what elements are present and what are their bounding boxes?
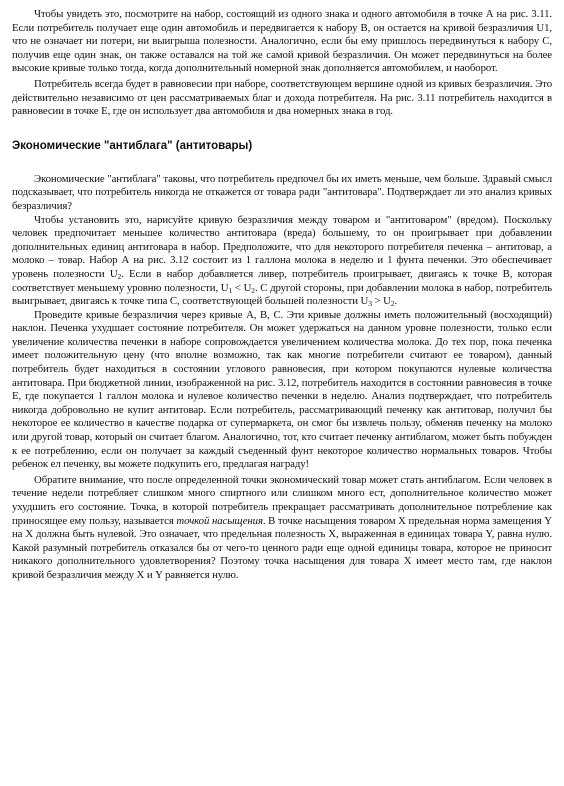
subscript: 1 [228, 285, 233, 295]
text-run: . В точке насыщения товаром X предельная норма замещения Y на X должна быть нулевой. Это означает, что предельная полезность X, выраженная в единицах товара Y, равна нулю. Какой разумный потребитель отказался бы от чего-то ценного ради еще одной единицы товара, которое не приносит никакого дополнительного удовлетворения? Поэтому точка насыщения для товара X имеет место там, где наклон кривой безразличия между X и Y равняется нулю. [12, 514, 552, 581]
text-run: < U [232, 281, 252, 294]
text-run: . [394, 295, 398, 308]
subscript: 2 [251, 285, 255, 295]
text-run: Обратите внимание, что после определенной точки экономический товар может стать антиблагом. Если человек в течение недели потребляет слишком много спиртного или слишком много ест, дополнительное количество может ухудшить его состояние. Точка, в которой потребитель прекращает рассматривать дополнительное потребление как приносящее ему пользу, называется [12, 473, 552, 527]
text-run: > U [371, 295, 391, 308]
paragraph-liver-milk [12, 214, 552, 309]
paragraph-satiation-point [12, 474, 552, 583]
subscript: 2 [390, 299, 395, 309]
subscript: 2 [117, 271, 122, 281]
subscript: 3 [368, 299, 372, 309]
text-run: . Если в набор добавляется ливер, потребитель проигрывает, двигаясь к точке В, которая соответствует меньшему уровню полезности, U [12, 267, 553, 294]
paragraph-indifference-curves: Проведите кривые безразличия через кривые А, В, С. Эти кривые должны иметь положительный (восходящий) наклон. Печенка ухудшает состояние потребителя. Он может удержаться на данном уровне полезности, только если увеличение количества печенки в наборе сопровождается увеличением количества молока. До тех пор, пока печенка имеет положительную цену (что вполне возможно, так как многие потребители считают ее товаром), данный потребитель будет находиться в состоянии углового равновесия, при котором покупаются нулевые количества антитовара. При бюджетной линии, изображенной на рис. 3.12, потребитель находится в состоянии равновесия в точке Е, где покупается 1 галлон молока и нулевое количество печенки в неделю. Анализ подтверждает, что потребитель никогда добровольно не купит антитовар. Если потребитель, рассматривающий печенку как антитовар, получил бы некоторое ее количество в качестве подарка от супермаркета, он смог бы извлечь пользу, обменяв печенку на молоко или другой товар, который он считает благом. Аналогично, тот, кто считает печенку антиблагом, может быть побужден к ее потреблению, если он получает за каждый съеденный фунт некоторое количество нормальных товаров. Чтобы ребенок ел печенку, вы можете подкупить его, предлагая награду! [12, 308, 552, 471]
term-satiation-point: точкой насыщения [176, 514, 263, 527]
paragraph-license-plates: Чтобы увидеть это, посмотрите на набор, состоящий из одного знака и одного автомобиля в точке А на рис. 3.11. Если потребитель получает еще один автомобиль и передвигается к набору В, он остается на кривой безразличия U1, что не означает ни потери, ни выигрыша полезности. Аналогично, если бы ему пришлось передвинуться к набору С, получив еще один знак, он также оставался на той же самой кривой безразличия. Он может передвинуться на более высокие кривые только тогда, когда дополнительный номерной знак дополняется автомобилем, и наоборот. [12, 8, 552, 75]
section-heading: Экономические "антиблага" (антитовары) [12, 139, 253, 152]
text-run: Чтобы установить это, нарисуйте кривую безразличия между товаром и "антитоваром" (вредом). Поскольку человек предпочитает меньшее количество антитовара (вреда) большему, то он проигрывает при добавлении дополнительных единиц антитовара в набор. Предположите, что для некоторого потребителя печенка – антитовар, а молоко – товар. Набор А на рис. 3.12 состоит из 1 галлона молока в неделю и 1 фунта печенки. Это обеспечивает уровень полезности U [12, 213, 552, 280]
paragraph-equilibrium: Потребитель всегда будет в равновесии при наборе, соответствующем вершине одной из кривых безразличия. Это действительно независимо от цен рассматриваемых благ и дохода потребителя. На рис. 3.11 потребитель находится в равновесии в точке Е, где он использует два автомобиля и два номерных знака в год. [12, 77, 552, 118]
text-run: . С другой стороны, при добавлении молока в набор, потребитель выигрывает, двигаясь к точке типа С, соответствующей большей полезности U [12, 281, 552, 308]
paragraph-antigoods-intro: Экономические "антиблага" таковы, что потребитель предпочел бы их иметь меньше, чем больше. Здравый смысл подсказывает, что потребитель никогда не откажется от товара ради "антитовара". Подтверждает ли это анализ кривых безразличия? [12, 172, 552, 212]
